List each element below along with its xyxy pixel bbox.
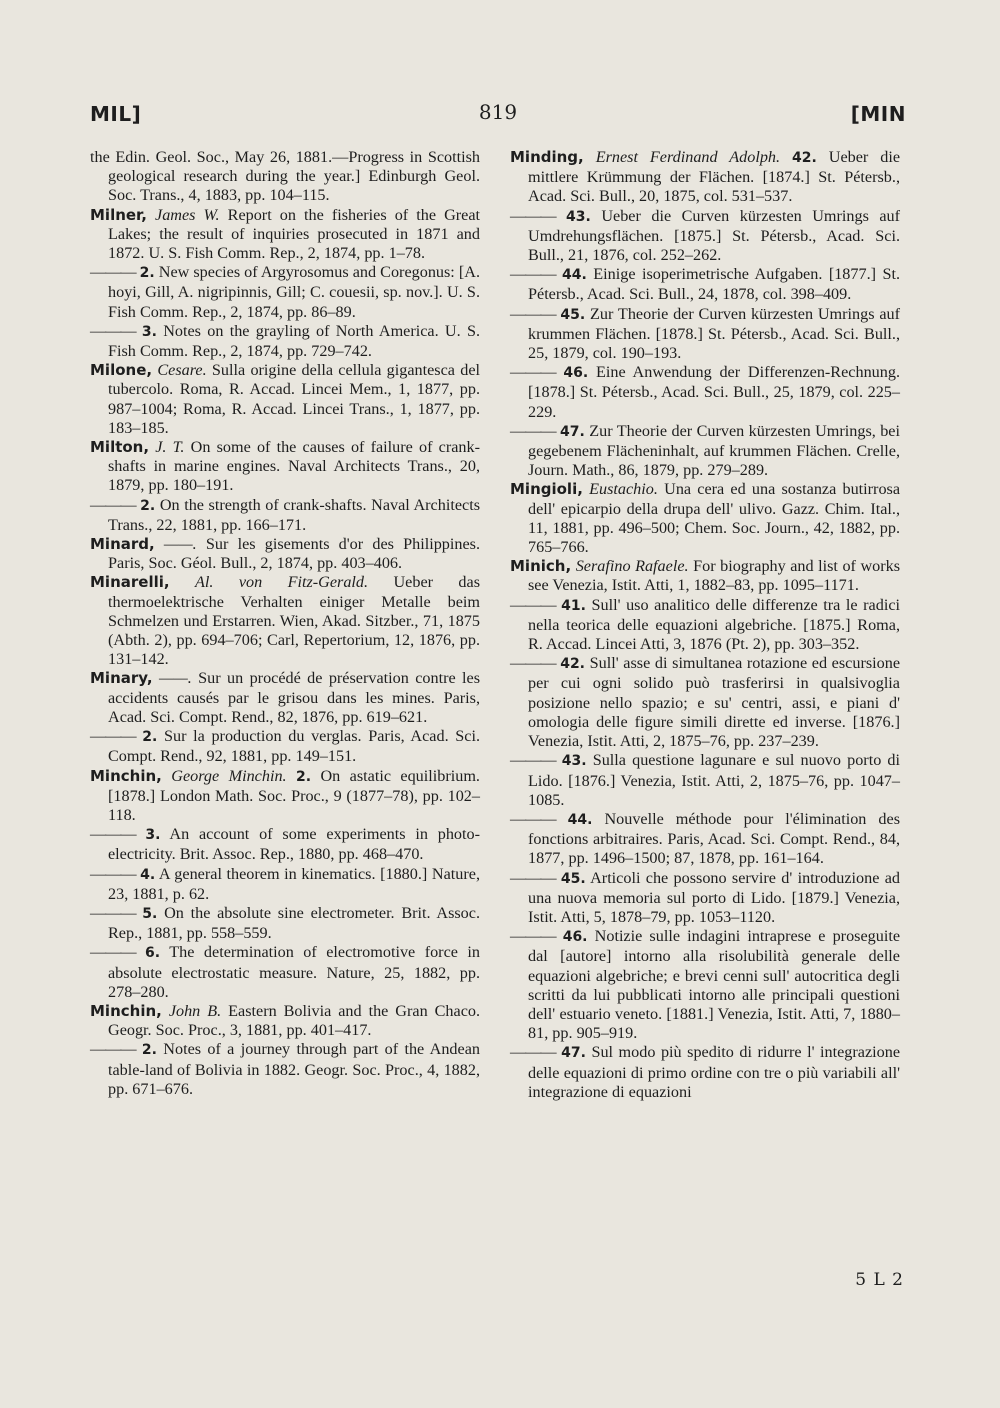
bibliography-entry [90,669,480,727]
entry-number: 2. [141,1042,157,1059]
ditto-dash: ——— [90,864,136,883]
bibliography-entry [510,305,900,364]
bibliography-entry [90,535,480,573]
ditto-dash: ——— [90,727,136,746]
bibliography-entry [90,322,480,361]
bibliography-entry [90,727,480,766]
author-name: Milone, [90,361,153,380]
author-name: Minich, [510,557,572,576]
ditto-dash: ——— [90,263,136,282]
running-head-left: MIL] [90,102,142,126]
ditto-dash: ——— [90,943,136,962]
ditto-dash: ——— [510,927,556,946]
entry-text: Notes of a journey through part of the Andean table-land of Bolivia in 1882. Geogr. Soc. Proc., 4, 1882, pp. 671–676. [108,1040,480,1098]
entry-text: On the absolute sine electrometer. Brit. Assoc. Rep., 1881, pp. 558–559. [108,903,481,943]
entry-text: Ueber das thermoelektrische Verhalten einiger Metalle beim Schmelzen und Erstarren. Wien, Akad. Sitzber., 71, 1875 (Abth. 2), pp. 694–706; Carl, Repertorium, 12, 1876, pp. 131–142. [108,573,481,669]
entry-text: Articoli che possono servire d' introduzione ad una nuova memoria sul porto di Lido. [1879.] Venezia, Istit. Atti, 5, 1878–79, pp. 1053–1120. [528,868,900,926]
ditto-dash: ——— [90,825,136,844]
bibliography-entry [510,596,900,655]
entry-number: 6. [145,945,161,962]
author-given-name: Ernest Ferdinand Adolph. [595,148,781,166]
entry-text: Zur Theorie der Curven kürzesten Umrings auf krummen Flächen. [1878.] St. Pétersb., Acad. Sci. Bull., 25, 1879, col. 190–193. [528,304,901,363]
bibliography-entry [510,148,900,207]
entry-text: the Edin. Geol. Soc., May 26, 1881.—Progress in Scottish geological research during the year.] Edinburgh Geol. Soc. Trans., 4, 1883, pp. 104–115. [90,148,480,205]
entry-text: New species of Argyrosomus and Coregonus: [A. hoyi, Gill, A. nigripinnis, Gill; C. couesii, sp. nov.]. U. S. Fish Comm. Rep., 2, 1874, pp. 86–89. [108,263,480,321]
entry-text: Sul modo più spedito di ridurre l' integrazione delle equazioni di primo ordine con tre o più variabili all' integrazione di equazioni [528,1043,901,1101]
entry-text: The determination of electromotive force in absolute electrostatic measure. Nature, 25, 1882, pp. 278–280. [108,943,480,1001]
entry-number: 2. [139,265,155,282]
running-head-right: [MIN [850,102,906,126]
author-given-name: Eustachio. [589,480,658,499]
entry-text: Einige isoperimetrische Aufgaben. [1877.] St. Pétersb., Acad. Sci. Bull., 24, 1878, col. 398–409. [528,265,901,304]
author-given-name: George Minchin. [171,766,287,785]
entry-text: Sulla questione lagunare e sul nuovo porto di Lido. [1876.] Venezia, Istit. Atti, 2, 1875–76, pp. 1047–1085. [528,751,901,809]
author-given-name: Serafino Rafaele. [575,557,689,576]
author-name: Minding, [510,148,584,166]
ditto-dash: ——— [510,751,556,770]
ditto-dash: ——— [90,903,136,922]
entry-text: A general theorem in kinematics. [1880.] Nature, 23, 1881, p. 62. [108,864,480,903]
entry-text: Notizie sulle indagini intraprese e proseguite dal [autore] intorno alla risolubilità generale delle equazioni algebriche; e brevi cenni sull' autocritica degli scritti da lui pubblicati intorno alle principali questioni dell' estuario veneto. [1881.] Venezia, Istit. Atti, 7, 1880–81, pp. 905–919. [528,927,901,1043]
ditto-dash: ——— [510,654,556,673]
author-given-name: ——. [158,669,192,688]
ditto-dash: ——— [510,206,556,225]
entry-text: Zur Theorie der Curven kürzesten Umrings, bei gegebenem Flächeninhalt, auf krummen Flächen. Crelle, Journ. Math., 86, 1879, pp. 279–289. [528,421,900,480]
bibliography-entry [510,927,900,1043]
entry-text: Sull' asse di simultanea rotazione ed escursione per cui ogni solido può trasferirsi in qualsivoglia posizione nello spazio; e su' centri, assi, e piani d' omologia delle figure simili dirette ed inverse. [1876.] Venezia, Istit. Atti, 2, 1875–76, pp. 237–239. [528,654,901,751]
ditto-dash: ——— [510,304,556,323]
entry-text: Sur les gisements d'or des Philippines. Paris, Soc. Géol. Bull., 2, 1874, pp. 403–406. [108,535,481,573]
bibliography-entry [90,943,480,1002]
author-name: Milton, [90,438,150,457]
bibliography-entry [510,557,900,595]
entry-number: 43. [561,753,587,770]
entry-number: 3. [145,827,161,844]
entry-text: On the strength of crank-shafts. Naval Architects Trans., 22, 1881, pp. 166–171. [108,495,480,534]
entry-text: Notes on the grayling of North America. U. S. Fish Comm. Rep., 2, 1874, pp. 729–742. [108,321,480,361]
entry-number: 5. [142,905,158,922]
author-name: Minarelli, [90,573,170,592]
entry-text: An account of some experiments in photo-electricity. Brit. Assoc. Rep., 1880, pp. 468–470. [108,825,480,864]
bibliography-entry [90,825,480,864]
entry-text: Report on the fisheries of the Great Lakes; the result of inquiries prosecuted in 1871 and 1872. U. S. Fish Comm. Rep., 2, 1874, pp. 1–78. [108,205,481,263]
author-given-name: Cesare. [157,361,207,380]
author-given-name: John B. [168,1001,222,1020]
bibliography-entry [510,810,900,869]
entry-number: 44. [567,811,593,828]
bibliography-entry [90,767,480,826]
right-column [510,148,900,1102]
bibliography-entry [510,207,900,266]
bibliography-entry [90,496,480,535]
bibliography-entry [90,904,480,943]
author-given-name: J. T. [155,438,185,457]
entry-text: Sur la production du verglas. Paris, Acad. Sci. Compt. Rend., 92, 1881, pp. 149–151. [108,727,481,766]
entry-text: On some of the causes of failure of crank-shafts in marine engines. Naval Architects Trans., 20, 1879, pp. 180–191. [108,438,480,495]
entry-number: 3. [141,323,157,340]
bibliography-entry [510,480,900,557]
ditto-dash: ——— [510,868,556,887]
bibliography-entry [510,422,900,481]
entry-number: 4. [140,866,156,883]
bibliography-entry [90,865,480,904]
author-name: Minard, [90,535,155,554]
author-given-name: James W. [155,205,220,224]
ditto-dash: ——— [510,363,556,382]
entry-text: Una cera ed una sostanza butirrosa dell' epicarpio della drupa dell' ulivo. Gazz. Chim. Ital., 11, 1881, pp. 496–500; Chem. Soc. Journ., 42, 1882, pp. 765–766. [528,480,901,557]
bibliography-entry [510,654,900,751]
entry-number: 2. [142,729,158,746]
entry-number: 46. [563,365,589,382]
entry-number: 47. [561,1045,586,1062]
entry-text: For biography and list of works see Venezia, Istit. Atti, 1, 1882–83, pp. 1095–1171. [528,557,901,595]
entry-number: 46. [562,929,588,946]
ditto-dash: ——— [510,595,556,614]
entry-text: Ueber die Curven kürzesten Umrings auf Umdrehungsflächen. [1875.] St. Pétersb., Acad. Sci. Bull., 21, 1876, col. 252–262. [528,206,901,265]
bibliography-entry [90,438,480,496]
entry-text: Sur un procédé de préservation contre les accidents causés par le grisou dans les mines. Paris, Acad. Sci. Compt. Rend., 82, 1876, pp. 619–621. [108,669,480,726]
bibliography-entry [510,1043,900,1102]
ditto-dash: ——— [90,495,136,514]
bibliography-entry [90,573,480,669]
entry-number: 2. [296,768,312,785]
entry-text: Eastern Bolivia and the Gran Chaco. Geogr. Soc. Proc., 3, 1881, pp. 401–417. [108,1001,481,1040]
entry-number: 2. [140,497,156,514]
ditto-dash: ——— [90,1040,136,1059]
bibliography-entry [90,148,480,206]
author-name: Mingioli, [510,480,583,499]
bibliography-entry [510,363,900,422]
bibliography-entry [510,751,900,810]
entry-text: On astatic equilibrium. [1878.] London Math. Soc. Proc., 9 (1877–78), pp. 102–118. [108,766,480,824]
ditto-dash: ——— [510,421,556,440]
entry-number: 45. [560,306,586,323]
ditto-dash: ——— [510,1043,556,1062]
author-name: Milner, [90,205,147,224]
author-given-name: ——. [163,535,197,554]
entry-text: Nouvelle méthode pour l'élimination des fonctions arbitraires. Paris, Acad. Sci. Compt. Rend., 84, 1877, pp. 1496–1500; 87, 1878, pp. 161–164. [528,809,901,868]
bibliography-entry [510,265,900,304]
entry-text: Sull' uso analitico delle differenze tra le radici nella teorica delle equazioni algebriche. [1875.] Roma, R. Accad. Lincei Atti, 3, 1876 (Pt. 2), pp. 303–352. [528,595,901,654]
entry-number: 44. [562,267,587,284]
entry-number: 42. [560,656,586,673]
author-name: Minary, [90,669,153,688]
author-name: Minchin, [90,766,162,785]
bibliography-entry [90,263,480,322]
signature-mark: 5 L 2 [855,1270,904,1290]
ditto-dash: ——— [90,321,136,340]
entry-text: Ueber die mittlere Krümmung der Flächen. [1874.] St. Pétersb., Acad. Sci. Bull., 20, 1875, col. 531–537. [528,148,901,206]
author-name: Minchin, [90,1001,162,1020]
bibliography-entry [90,206,480,264]
entry-number: 41. [561,597,586,614]
entry-number: 43. [566,208,591,225]
bibliography-entry [90,1040,480,1099]
page-number: 819 [478,100,518,124]
ditto-dash: ——— [510,265,556,284]
entry-number: 47. [559,423,585,440]
entry-number: 42. [792,150,817,166]
left-column [90,148,480,1099]
author-given-name: Al. von Fitz-Gerald. [194,573,369,592]
entry-text: Eine Anwendung der Differenzen-Rechnung. [1878.] St. Pétersb., Acad. Sci. Bull., 25, 1879, col. 225–229. [528,363,900,421]
ditto-dash: ——— [510,809,556,828]
entry-number: 45. [560,870,586,887]
bibliography-entry [90,361,480,438]
page-header [90,100,906,134]
bibliography-entry [90,1002,480,1040]
bibliography-entry [510,869,900,928]
entry-text: Sulla origine della cellula gigantesca del tubercolo. Roma, R. Accad. Lincei Mem., 1, 1877, pp. 987–1004; Roma, R. Accad. Lincei Trans., 1, 1877, pp. 183–185. [108,361,481,437]
